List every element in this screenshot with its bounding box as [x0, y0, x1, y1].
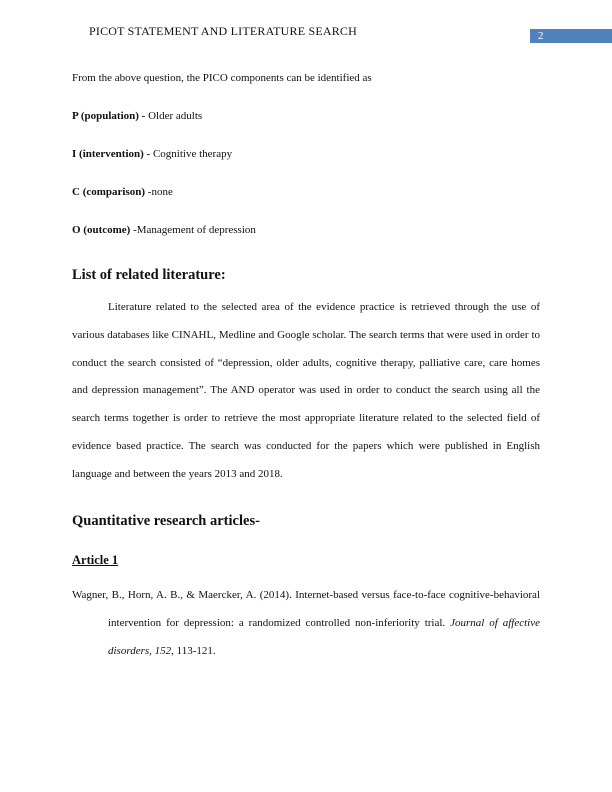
pico-intervention	[72, 146, 540, 163]
pico-label: O (outcome)	[72, 224, 134, 236]
article-1-reference	[72, 581, 540, 665]
pico-comparison	[72, 184, 540, 201]
reference-separator: ,	[149, 644, 155, 657]
pico-value: Cognitive therapy	[152, 148, 233, 160]
pico-outcome	[72, 222, 540, 239]
reference-volume: 152	[154, 644, 172, 657]
literature-paragraph: Literature related to the selected area of the evidence practice is retrieved through the use of various databases like CINAHL, Medline and Google scholar. The search terms that were used in order to conduct the search consisted of “depression, older adults, cognitive therapy, palliative care, care homes and depression management”. The AND operator was used in order to conduct the search using all the search terms together is order to retrieve the most appropriate literature related to the selected field of evidence based practice. The search was conducted for the papers which were published in English language and between the years 2013 and 2018.	[72, 301, 540, 480]
article-1-heading: Article 1	[72, 552, 119, 567]
document-body	[72, 70, 540, 665]
reference-journal: Journal of affective disorders	[108, 616, 540, 657]
pico-label: I (intervention) -	[72, 148, 153, 160]
reference-main: Wagner, B., Horn, A. B., & Maercker, A. (2014). Internet-based versus face-to-face cognitive-behavioral intervention for depression: a randomized controlled non-inferiority trial.	[72, 588, 540, 629]
pico-value: Older adults	[148, 110, 203, 122]
intro-text: From the above question, the PICO components can be identified as	[72, 72, 372, 84]
pico-value: -none	[147, 186, 173, 198]
literature-heading: List of related literature:	[72, 267, 226, 283]
running-head: PICOT STATEMENT AND LITERATURE SEARCH	[89, 24, 358, 38]
reference-pages: , 113-121.	[171, 644, 216, 657]
pico-value: -Management of depression	[133, 224, 256, 236]
pico-label: C (comparison)	[72, 186, 148, 198]
page-number-bar	[530, 29, 612, 43]
quantitative-heading: Quantitative research articles-	[72, 512, 260, 529]
pico-label: P (population) -	[72, 110, 149, 122]
pico-population	[72, 108, 540, 125]
page-number: 2	[538, 30, 544, 42]
